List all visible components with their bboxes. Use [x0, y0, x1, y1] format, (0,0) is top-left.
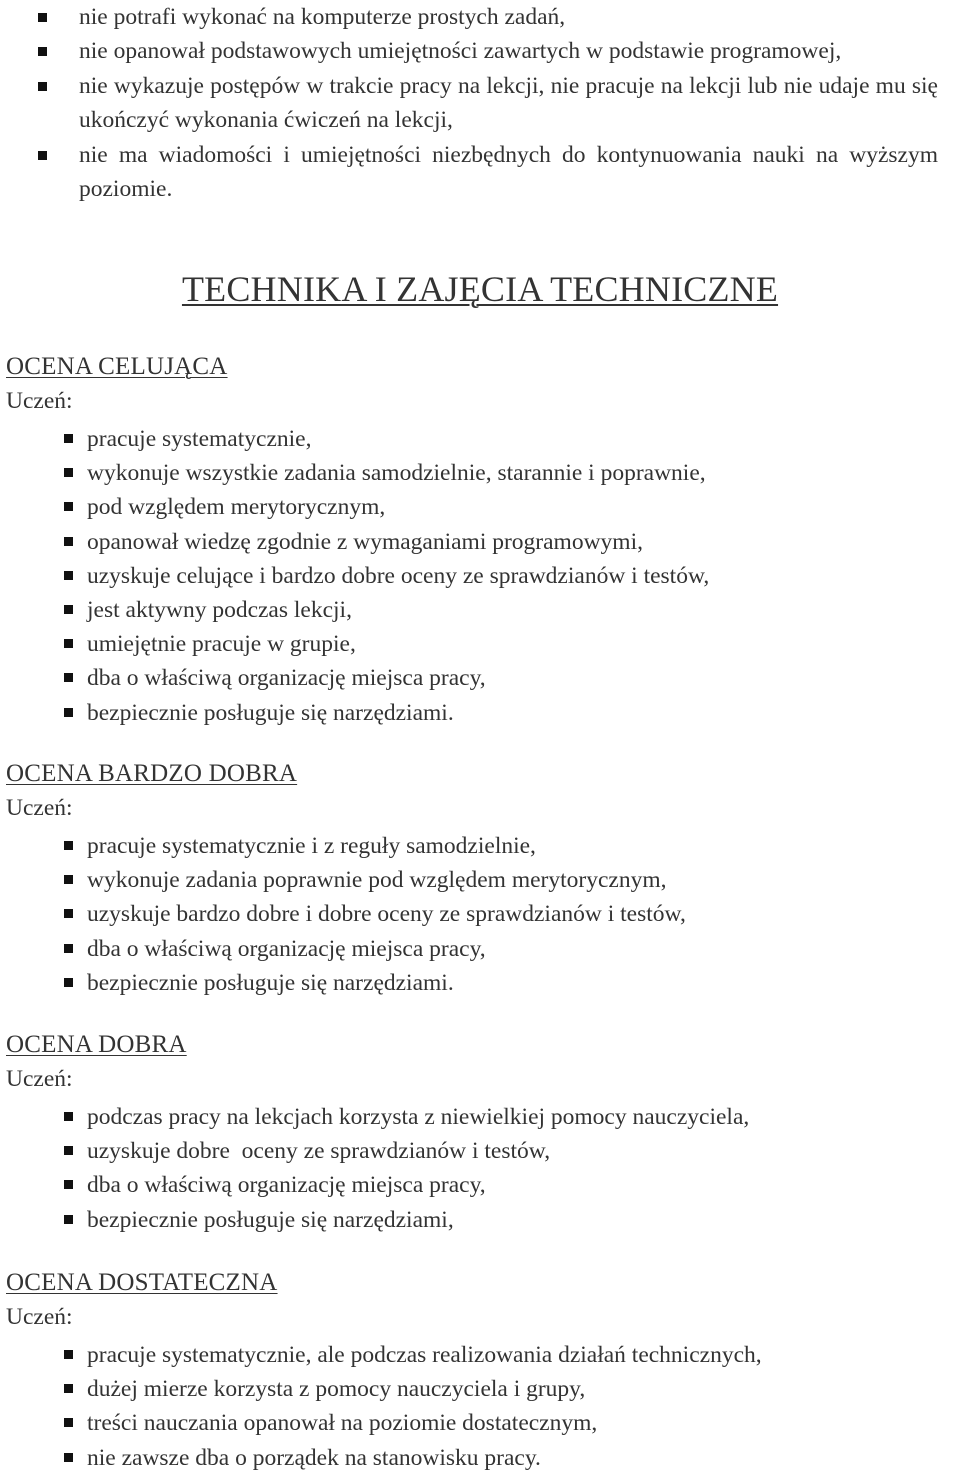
list-item: nie ma wiadomości i umiejętności niezbędnych do kontynuowania nauki na wyższym poziomie. [35, 138, 938, 207]
section-heading: OCENA CELUJĄCA [6, 353, 228, 380]
bullet-square-icon [64, 978, 73, 987]
criteria-list [6, 829, 940, 1000]
grade-section-celujaca [6, 350, 940, 730]
list-item: umiejętnie pracuje w grupie, [6, 627, 940, 661]
bullet-square-icon [64, 571, 73, 580]
bullet-square-icon [64, 1180, 73, 1189]
intro-list [35, 0, 938, 206]
bullet-square-icon [64, 605, 73, 614]
section-heading: OCENA DOSTATECZNA [6, 1269, 278, 1296]
list-item: dba o właściwą organizację miejsca pracy, [6, 661, 940, 695]
section-lead: Uczeń: [6, 1304, 73, 1330]
bullet-square-icon [64, 673, 73, 682]
list-item: nie potrafi wykonać na komputerze prostych zadań, [35, 0, 938, 34]
list-item: pracuje systematycznie i z reguły samodzielnie, [6, 829, 940, 863]
list-item: opanował wiedzę zgodnie z wymaganiami programowymi, [6, 525, 940, 559]
bullet-square-icon [64, 468, 73, 477]
list-item: bezpiecznie posługuje się narzędziami. [6, 696, 940, 730]
list-item: pracuje systematycznie, ale podczas realizowania działań technicznych, [6, 1338, 940, 1372]
list-item: treści nauczania opanował na poziomie dostatecznym, [6, 1406, 940, 1440]
section-heading: OCENA DOBRA [6, 1031, 187, 1058]
grade-section-dostateczna [6, 1266, 940, 1475]
grade-section-dobra [6, 1028, 940, 1237]
bullet-square-icon [64, 639, 73, 648]
bullet-square-icon [64, 1215, 73, 1224]
bullet-square-icon [38, 151, 47, 160]
section-heading: OCENA BARDZO DOBRA [6, 760, 298, 787]
list-item: pracuje systematycznie, [6, 422, 940, 456]
list-item: wykonuje wszystkie zadania samodzielnie, starannie i poprawnie, [6, 456, 940, 490]
bullet-square-icon [64, 502, 73, 511]
list-item: pod względem merytorycznym, [6, 490, 940, 524]
list-item: nie opanował podstawowych umiejętności zawartych w podstawie programowej, [35, 34, 938, 68]
bullet-square-icon [38, 13, 47, 22]
bullet-square-icon [64, 434, 73, 443]
bullet-square-icon [64, 1146, 73, 1155]
list-item: bezpiecznie posługuje się narzędziami. [6, 966, 940, 1000]
list-item: nie zawsze dba o porządek na stanowisku pracy. [6, 1441, 940, 1475]
section-lead: Uczeń: [6, 1066, 73, 1092]
list-item: dużej mierze korzysta z pomocy nauczyciela i grupy, [6, 1372, 940, 1406]
bullet-square-icon [64, 1112, 73, 1121]
criteria-list [6, 1100, 940, 1237]
list-item: wykonuje zadania poprawnie pod względem merytorycznym, [6, 863, 940, 897]
bullet-square-icon [64, 1453, 73, 1462]
bullet-square-icon [38, 82, 47, 91]
list-item: bezpiecznie posługuje się narzędziami, [6, 1203, 940, 1237]
bullet-square-icon [64, 909, 73, 918]
criteria-list [6, 1338, 940, 1475]
document-title: TECHNIKA I ZAJĘCIA TECHNICZNE [181, 269, 779, 309]
bullet-square-icon [64, 537, 73, 546]
bullet-square-icon [38, 47, 47, 56]
list-item: uzyskuje bardzo dobre i dobre oceny ze sprawdzianów i testów, [6, 897, 940, 931]
list-item: podczas pracy na lekcjach korzysta z niewielkiej pomocy nauczyciela, [6, 1100, 940, 1134]
list-item: nie wykazuje postępów w trakcie pracy na lekcji, nie pracuje na lekcji lub nie udaje mu się ukończyć wykonania ćwiczeń na lekcji, [35, 69, 938, 138]
bullet-square-icon [64, 944, 73, 953]
bullet-square-icon [64, 1418, 73, 1427]
section-lead: Uczeń: [6, 388, 73, 414]
list-item: uzyskuje dobre oceny ze sprawdzianów i testów, [6, 1134, 940, 1168]
grade-section-bardzo-dobra [6, 757, 940, 1000]
list-item: jest aktywny podczas lekcji, [6, 593, 940, 627]
bullet-square-icon [64, 1350, 73, 1359]
bullet-square-icon [64, 875, 73, 884]
bullet-square-icon [64, 841, 73, 850]
bullet-square-icon [64, 1384, 73, 1393]
list-item: uzyskuje celujące i bardzo dobre oceny ze sprawdzianów i testów, [6, 559, 940, 593]
section-lead: Uczeń: [6, 795, 73, 821]
bullet-square-icon [64, 708, 73, 717]
list-item: dba o właściwą organizację miejsca pracy, [6, 1168, 940, 1202]
criteria-list [6, 422, 940, 730]
list-item: dba o właściwą organizację miejsca pracy, [6, 932, 940, 966]
